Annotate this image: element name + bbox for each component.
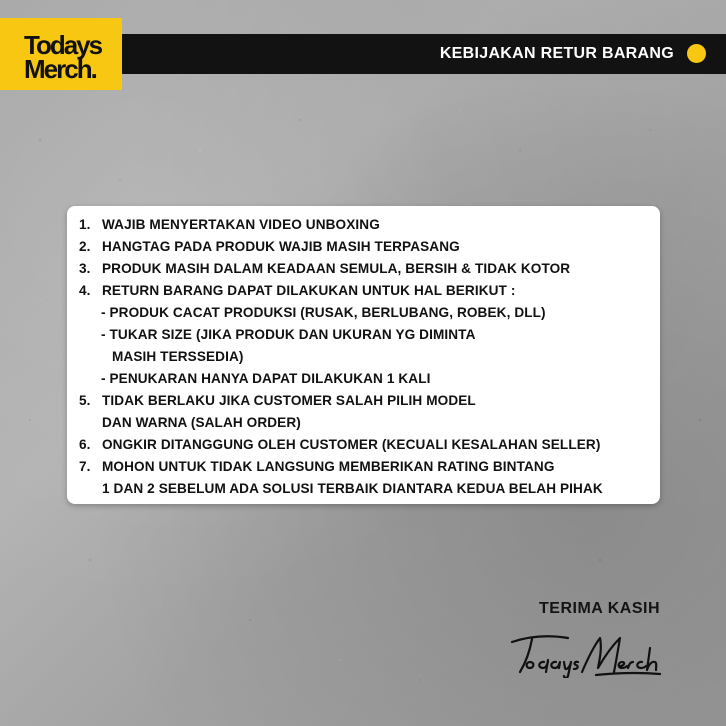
policy-item-continued: 1 DAN 2 SEBELUM ADA SOLUSI TERBAIK DIANTARA KEDUA BELAH PIHAK (102, 481, 603, 496)
yellow-dot-icon (687, 44, 706, 63)
policy-subitem: - PENUKARAN HANYA DAPAT DILAKUKAN 1 KALI (101, 371, 431, 386)
policy-item-7: 7. MOHON UNTUK TIDAK LANGSUNG MEMBERIKAN RATING BINTANG (79, 459, 555, 474)
page-title: KEBIJAKAN RETUR BARANG (439, 45, 674, 62)
brand-logo (0, 18, 122, 90)
policy-item-5: 5. TIDAK BERLAKU JIKA CUSTOMER SALAH PILIH MODEL (79, 393, 476, 408)
policy-item-2: 2. HANGTAG PADA PRODUK WAJIB MASIH TERPASANG (79, 239, 460, 254)
policy-item-1: 1. WAJIB MENYERTAKAN VIDEO UNBOXING (79, 217, 380, 232)
logo-line-2: Merch. (24, 54, 96, 84)
policy-subitem: - TUKAR SIZE (JIKA PRODUK DAN UKURAN YG DIMINTA (101, 327, 476, 342)
policy-item-4: 4. RETURN BARANG DAPAT DILAKUKAN UNTUK HAL BERIKUT : (79, 283, 516, 298)
policy-item-6: 6. ONGKIR DITANGGUNG OLEH CUSTOMER (KECUALI KESALAHAN SELLER) (79, 437, 601, 452)
signature-icon (510, 628, 665, 678)
policy-item-continued: DAN WARNA (SALAH ORDER) (102, 415, 301, 430)
policy-card (67, 206, 660, 504)
logo-line-1: Todays (24, 30, 102, 60)
policy-subitem: - PRODUK CACAT PRODUKSI (RUSAK, BERLUBANG, ROBEK, DLL) (101, 305, 546, 320)
policy-subitem-continued: MASIH TERSSEDIA) (112, 349, 244, 364)
policy-item-3: 3. PRODUK MASIH DALAM KEADAAN SEMULA, BERSIH & TIDAK KOTOR (79, 261, 571, 276)
thank-you-text: TERIMA KASIH (539, 600, 660, 617)
